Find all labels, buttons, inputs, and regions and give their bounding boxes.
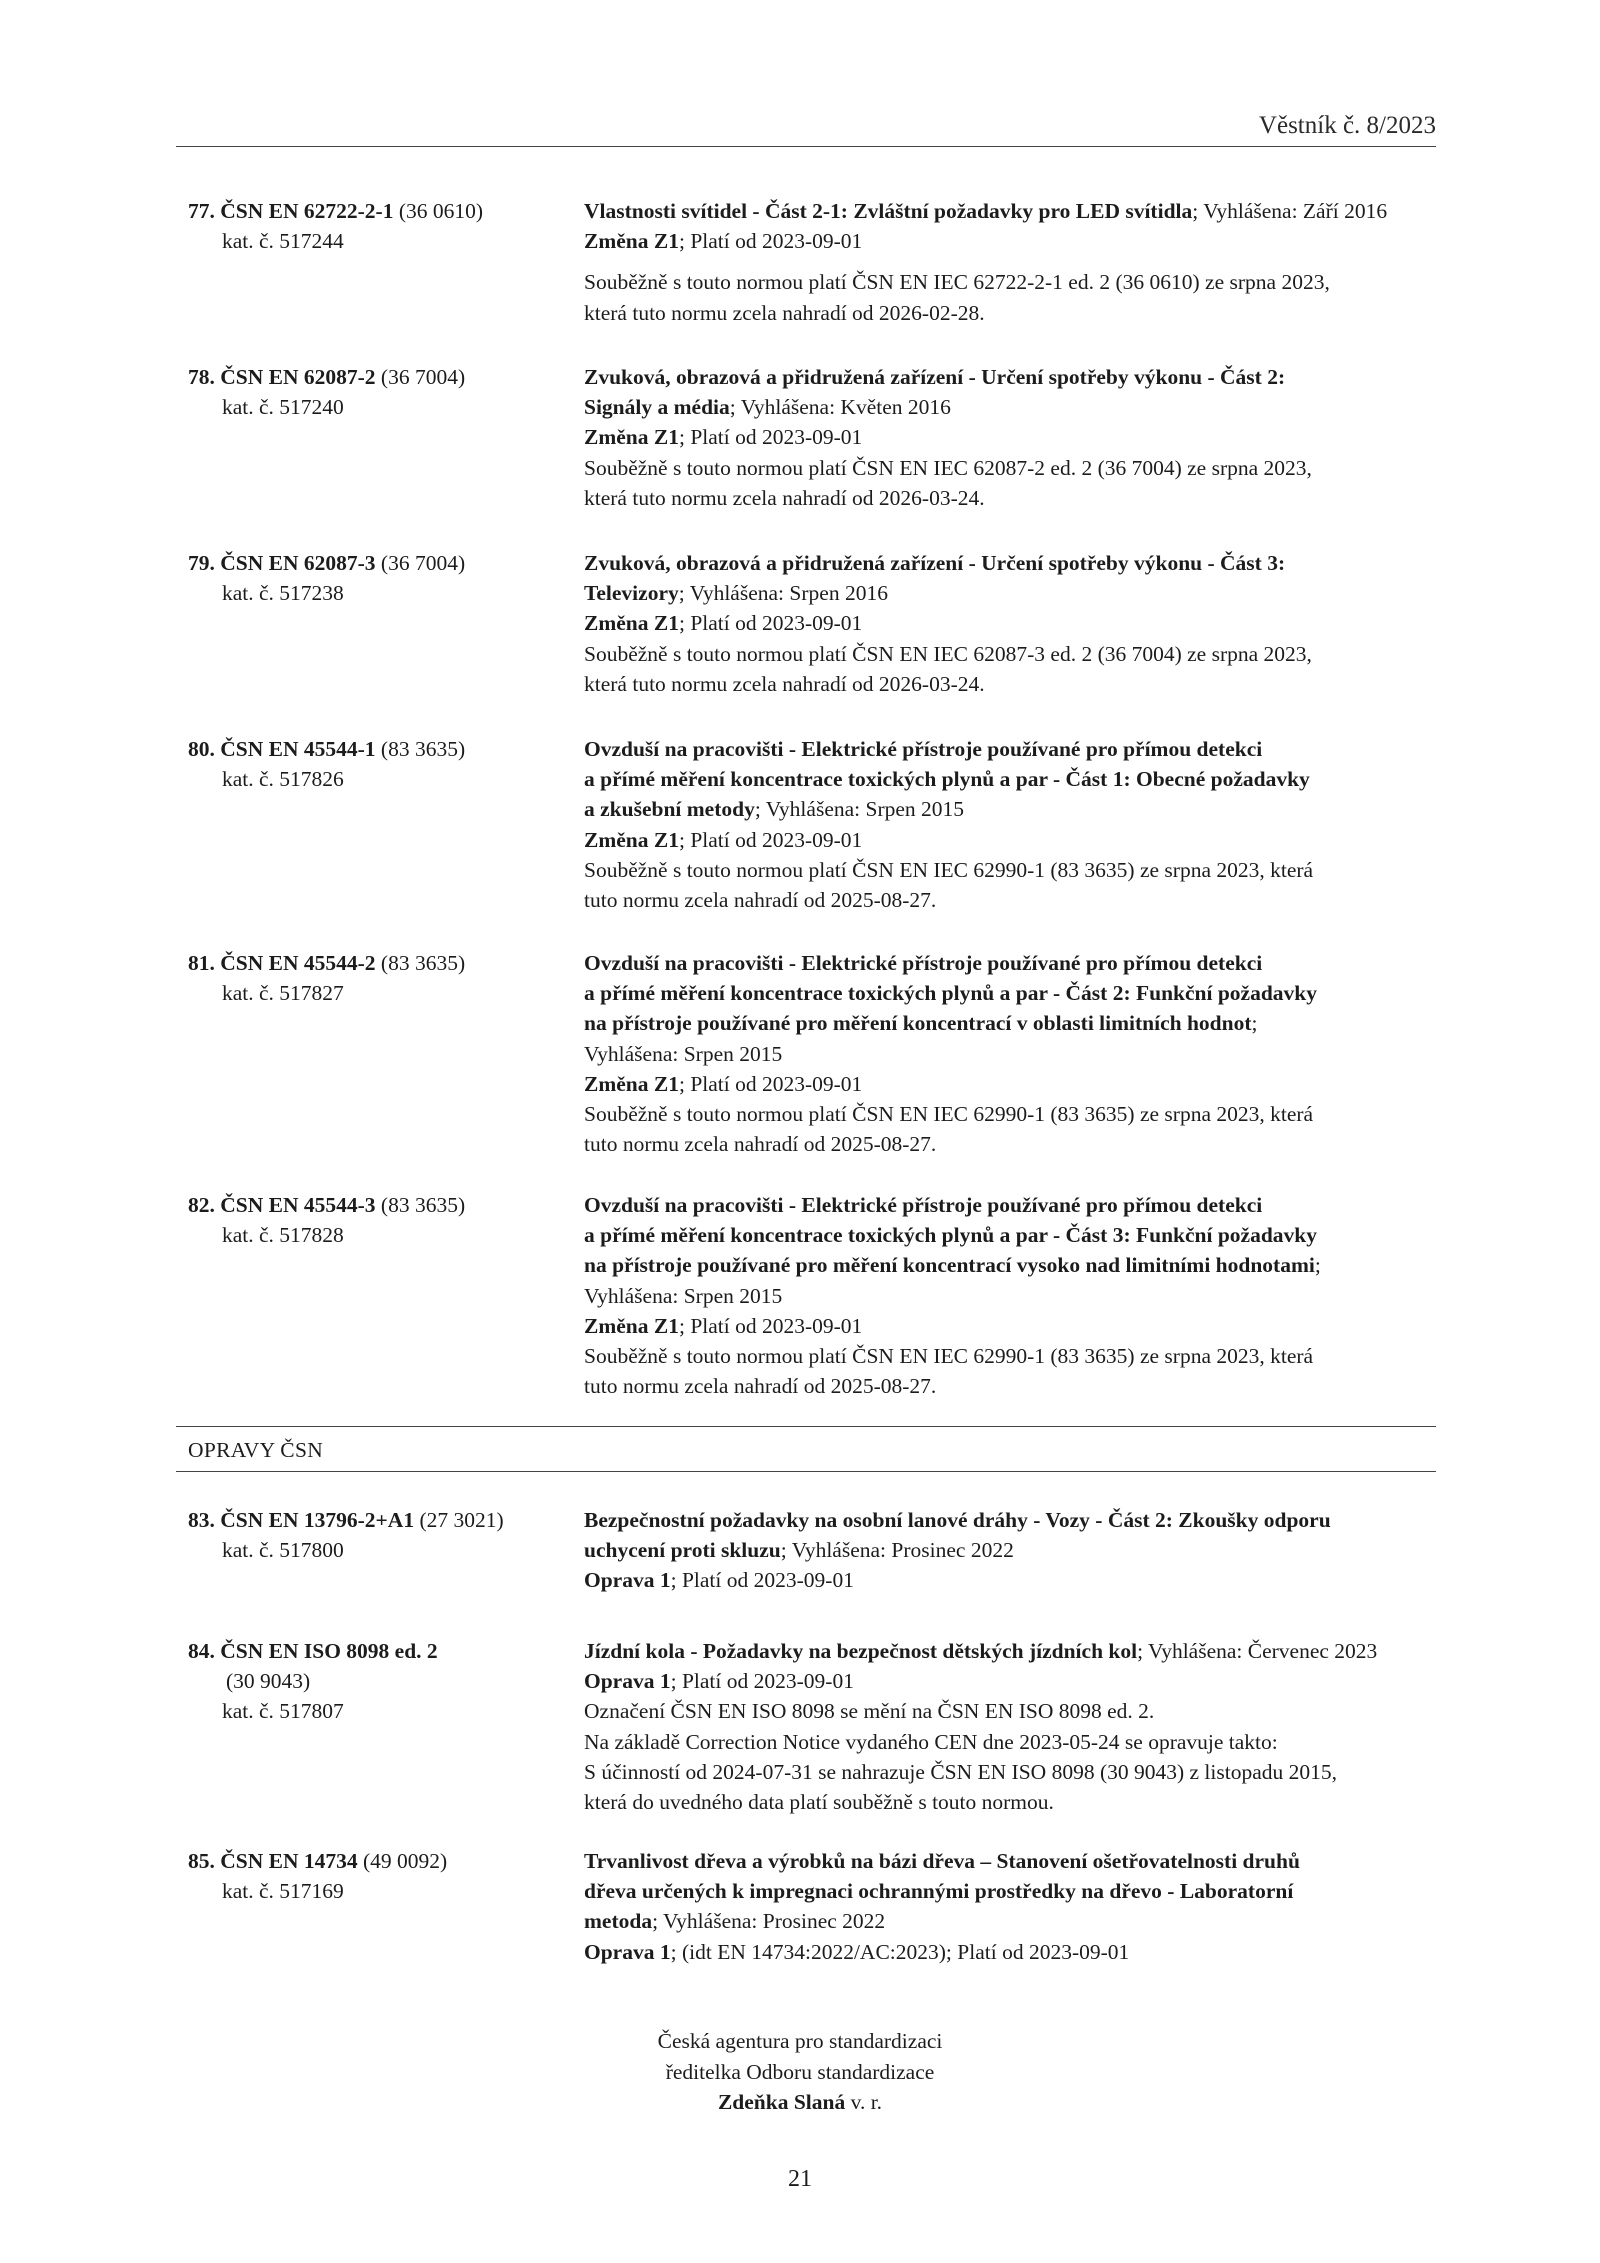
standard-title: Ovzduší na pracovišti - Elektrické přístroje používané pro přímou detekci bbox=[584, 737, 1263, 761]
section-top-divider bbox=[176, 1426, 1436, 1427]
announced-date: Vyhlášena: Srpen 2015 bbox=[584, 1283, 783, 1308]
standard-code: ČSN EN 13796-2+A1 bbox=[220, 1508, 415, 1532]
standard-title-cont: a přímé měření koncentrace toxických plynů a par - Část 3: Funkční požadavky bbox=[584, 1223, 1317, 1248]
catalog-number: kat. č. 517826 bbox=[222, 767, 344, 792]
announced-date: ; Vyhlášena: Srpen 2015 bbox=[754, 797, 965, 822]
replacement-note-cont: která tuto normu zcela nahradí od 2026-03-24. bbox=[584, 485, 985, 510]
entry-description bbox=[584, 1190, 1444, 1401]
standard-title-cont: metoda bbox=[584, 1909, 653, 1934]
replacement-note: Souběžně s touto normou platí ČSN EN IEC 62722-2-1 ed. 2 (36 0610) ze srpna 2023, bbox=[584, 270, 1330, 295]
catalog-number: kat. č. 517827 bbox=[222, 981, 344, 1006]
entry-identifier bbox=[188, 1505, 568, 1565]
replacement-note: Souběžně s touto normou platí ČSN EN IEC 62087-3 ed. 2 (36 7004) ze srpna 2023, bbox=[584, 641, 1312, 666]
entry-number: 81. bbox=[188, 951, 215, 975]
valid-from: ; Platí od 2023-09-01 bbox=[678, 1313, 863, 1338]
catalog-number: kat. č. 517240 bbox=[222, 395, 344, 420]
entry-description bbox=[584, 1846, 1444, 1967]
section-bottom-divider bbox=[176, 1471, 1436, 1472]
entry-number: 78. bbox=[188, 365, 215, 389]
valid-from: ; Platí od 2023-09-01 bbox=[670, 1669, 854, 1694]
standard-code: ČSN EN 62087-2 bbox=[220, 365, 376, 389]
entry-description bbox=[584, 1505, 1444, 1596]
correction-label: Oprava 1 bbox=[584, 1669, 671, 1694]
standard-title-cont: a zkušební metody bbox=[584, 797, 755, 822]
classification-code: (36 7004) bbox=[380, 365, 466, 389]
replacement-note-cont: která tuto normu zcela nahradí od 2026-03-24. bbox=[584, 671, 985, 696]
amendment-label: Změna Z1 bbox=[584, 611, 679, 636]
valid-from: ; Platí od 2023-09-01 bbox=[678, 229, 863, 254]
entry-description bbox=[584, 734, 1444, 915]
title-separator: ; bbox=[1314, 1253, 1321, 1278]
standard-title-cont: Televizory bbox=[584, 581, 679, 606]
amendment-label: Změna Z1 bbox=[584, 1071, 679, 1096]
replacement-note-cont: tuto normu zcela nahradí od 2025-08-27. bbox=[584, 1132, 937, 1157]
standard-code: ČSN EN ISO 8098 ed. 2 bbox=[220, 1639, 438, 1663]
amendment-label: Změna Z1 bbox=[584, 425, 679, 450]
replacement-note: Souběžně s touto normou platí ČSN EN IEC 62990-1 (83 3635) ze srpna 2023, která bbox=[584, 1102, 1314, 1127]
entry-description bbox=[584, 362, 1444, 513]
valid-from: ; Platí od 2023-09-01 bbox=[678, 611, 863, 636]
entry-identifier bbox=[188, 734, 568, 794]
amendment-label: Změna Z1 bbox=[584, 229, 679, 254]
announced-date: ; Vyhlášena: Květen 2016 bbox=[729, 395, 951, 420]
entry-number: 83. bbox=[188, 1508, 215, 1532]
standard-title: Trvanlivost dřeva a výrobků na bázi dřeva – Stanovení ošetřovatelnosti druhů bbox=[584, 1849, 1300, 1873]
catalog-number: kat. č. 517800 bbox=[222, 1538, 344, 1563]
valid-from: ; Platí od 2023-09-01 bbox=[678, 827, 863, 852]
journal-header: Věstník č. 8/2023 bbox=[1258, 112, 1436, 139]
standard-code: ČSN EN 14734 bbox=[220, 1849, 358, 1873]
entry-number: 82. bbox=[188, 1193, 215, 1217]
entry-number: 80. bbox=[188, 737, 215, 761]
entry-identifier bbox=[188, 362, 568, 422]
announced-date: Vyhlášena: Srpen 2015 bbox=[584, 1041, 783, 1066]
standard-title-cont: Signály a média bbox=[584, 395, 730, 420]
entry-number: 79. bbox=[188, 551, 215, 575]
catalog-number: kat. č. 517238 bbox=[222, 581, 344, 606]
classification-code: (36 0610) bbox=[398, 199, 484, 223]
agency-name: Česká agentura pro standardizaci bbox=[657, 2029, 943, 2053]
standard-code: ČSN EN 45544-3 bbox=[220, 1193, 376, 1217]
replacement-note-cont: tuto normu zcela nahradí od 2025-08-27. bbox=[584, 888, 937, 913]
standard-title-cont: na přístroje používané pro měření koncentrací vysoko nad limitními hodnotami bbox=[584, 1253, 1315, 1278]
entry-identifier bbox=[188, 1846, 568, 1906]
entry-identifier bbox=[188, 1636, 568, 1727]
entry-description bbox=[584, 1636, 1444, 1817]
catalog-number: kat. č. 517169 bbox=[222, 1879, 344, 1904]
section-title: OPRAVY ČSN bbox=[188, 1438, 324, 1462]
catalog-number: kat. č. 517244 bbox=[222, 229, 344, 254]
classification-code: (27 3021) bbox=[419, 1508, 504, 1532]
entry-identifier bbox=[188, 548, 568, 608]
standard-title: Ovzduší na pracovišti - Elektrické přístroje používané pro přímou detekci bbox=[584, 1193, 1263, 1217]
valid-from: ; Platí od 2023-09-01 bbox=[678, 425, 863, 450]
standard-title-cont: a přímé měření koncentrace toxických plynů a par - Část 1: Obecné požadavky bbox=[584, 767, 1310, 792]
correction-notice: Na základě Correction Notice vydaného CEN dne 2023-05-24 se opravuje takto: bbox=[584, 1729, 1278, 1754]
classification-code: (30 9043) bbox=[226, 1669, 311, 1694]
correction-label: Oprava 1 bbox=[584, 1939, 671, 1964]
title-separator: ; bbox=[1251, 1011, 1258, 1036]
standard-title: Bezpečnostní požadavky na osobní lanové dráhy - Vozy - Část 2: Zkoušky odporu bbox=[584, 1508, 1331, 1532]
replacement-note: Souběžně s touto normou platí ČSN EN IEC 62990-1 (83 3635) ze srpna 2023, která bbox=[584, 1344, 1314, 1369]
standard-title: Zvuková, obrazová a přidružená zařízení - Určení spotřeby výkonu - Část 2: bbox=[584, 365, 1286, 389]
correction-label: Oprava 1 bbox=[584, 1568, 671, 1593]
classification-code: (83 3635) bbox=[380, 951, 466, 975]
valid-from: ; Platí od 2023-09-01 bbox=[678, 1071, 863, 1096]
announced-date: ; Vyhlášena: Prosinec 2022 bbox=[652, 1909, 886, 1934]
classification-code: (83 3635) bbox=[380, 1193, 466, 1217]
entry-description bbox=[584, 196, 1444, 328]
standard-code: ČSN EN 45544-1 bbox=[220, 737, 376, 761]
classification-code: (49 0092) bbox=[363, 1849, 448, 1873]
entry-identifier bbox=[188, 1190, 568, 1250]
entry-number: 77. bbox=[188, 199, 215, 223]
standard-title-cont: a přímé měření koncentrace toxických plynů a par - Část 2: Funkční požadavky bbox=[584, 981, 1317, 1006]
header-divider bbox=[176, 146, 1436, 147]
standard-code: ČSN EN 62722-2-1 bbox=[220, 199, 394, 223]
standard-title-cont: uchycení proti skluzu bbox=[584, 1538, 781, 1563]
standard-title: Zvuková, obrazová a přidružená zařízení - Určení spotřeby výkonu - Část 3: bbox=[584, 551, 1286, 575]
replacement-note: Souběžně s touto normou platí ČSN EN IEC 62990-1 (83 3635) ze srpna 2023, která bbox=[584, 857, 1314, 882]
signature-suffix: v. r. bbox=[845, 2090, 883, 2114]
entry-identifier bbox=[188, 196, 568, 256]
signature-block bbox=[500, 2026, 1100, 2118]
replacement-note-cont: která tuto normu zcela nahradí od 2026-02-28. bbox=[584, 300, 985, 325]
replacement-note: Souběžně s touto normou platí ČSN EN IEC 62087-2 ed. 2 (36 7004) ze srpna 2023, bbox=[584, 455, 1312, 480]
replacement-note-cont: tuto normu zcela nahradí od 2025-08-27. bbox=[584, 1374, 937, 1399]
designation-note: Označení ČSN EN ISO 8098 se mění na ČSN EN ISO 8098 ed. 2. bbox=[584, 1699, 1155, 1724]
valid-from: ; (idt EN 14734:2022/AC:2023); Platí od 2023-09-01 bbox=[670, 1939, 1130, 1964]
standard-title: Ovzduší na pracovišti - Elektrické přístroje používané pro přímou detekci bbox=[584, 951, 1263, 975]
announced-date: ; Vyhlášena: Srpen 2016 bbox=[678, 581, 888, 606]
valid-from: ; Platí od 2023-09-01 bbox=[670, 1568, 854, 1593]
classification-code: (83 3635) bbox=[380, 737, 466, 761]
signatory-role: ředitelka Odboru standardizace bbox=[665, 2059, 935, 2084]
amendment-label: Změna Z1 bbox=[584, 827, 679, 852]
announced-date: ; Vyhlášena: Prosinec 2022 bbox=[780, 1538, 1014, 1563]
entry-description bbox=[584, 548, 1444, 699]
replacement-note-cont: která do uvedného data platí souběžně s touto normou. bbox=[584, 1790, 1054, 1815]
classification-code: (36 7004) bbox=[380, 551, 466, 575]
standard-title-cont: na přístroje používané pro měření koncentrací v oblasti limitních hodnot bbox=[584, 1011, 1252, 1036]
amendment-label: Změna Z1 bbox=[584, 1313, 679, 1338]
entry-number: 85. bbox=[188, 1849, 215, 1873]
announced-date: ; Vyhlášena: Červenec 2023 bbox=[1137, 1639, 1378, 1663]
catalog-number: kat. č. 517828 bbox=[222, 1223, 344, 1248]
catalog-number: kat. č. 517807 bbox=[222, 1699, 344, 1724]
signatory-name: Zdeňka Slaná bbox=[717, 2090, 846, 2114]
standard-title: Jízdní kola - Požadavky na bezpečnost dětských jízdních kol bbox=[584, 1639, 1138, 1663]
standard-code: ČSN EN 45544-2 bbox=[220, 951, 376, 975]
standard-title: Vlastnosti svítidel - Část 2-1: Zvláštní požadavky pro LED svítidla bbox=[584, 199, 1193, 223]
entry-number: 84. bbox=[188, 1639, 215, 1663]
replacement-note: S účinností od 2024-07-31 se nahrazuje ČSN EN ISO 8098 (30 9043) z listopadu 2015, bbox=[584, 1759, 1338, 1784]
announced-date: ; Vyhlášena: Září 2016 bbox=[1192, 199, 1388, 223]
standard-title-cont: dřeva určených k impregnaci ochrannými prostředky na dřevo - Laboratorní bbox=[584, 1879, 1294, 1904]
page-number: 21 bbox=[788, 2166, 812, 2192]
entry-identifier bbox=[188, 948, 568, 1008]
entry-description bbox=[584, 948, 1444, 1159]
standard-code: ČSN EN 62087-3 bbox=[220, 551, 376, 575]
